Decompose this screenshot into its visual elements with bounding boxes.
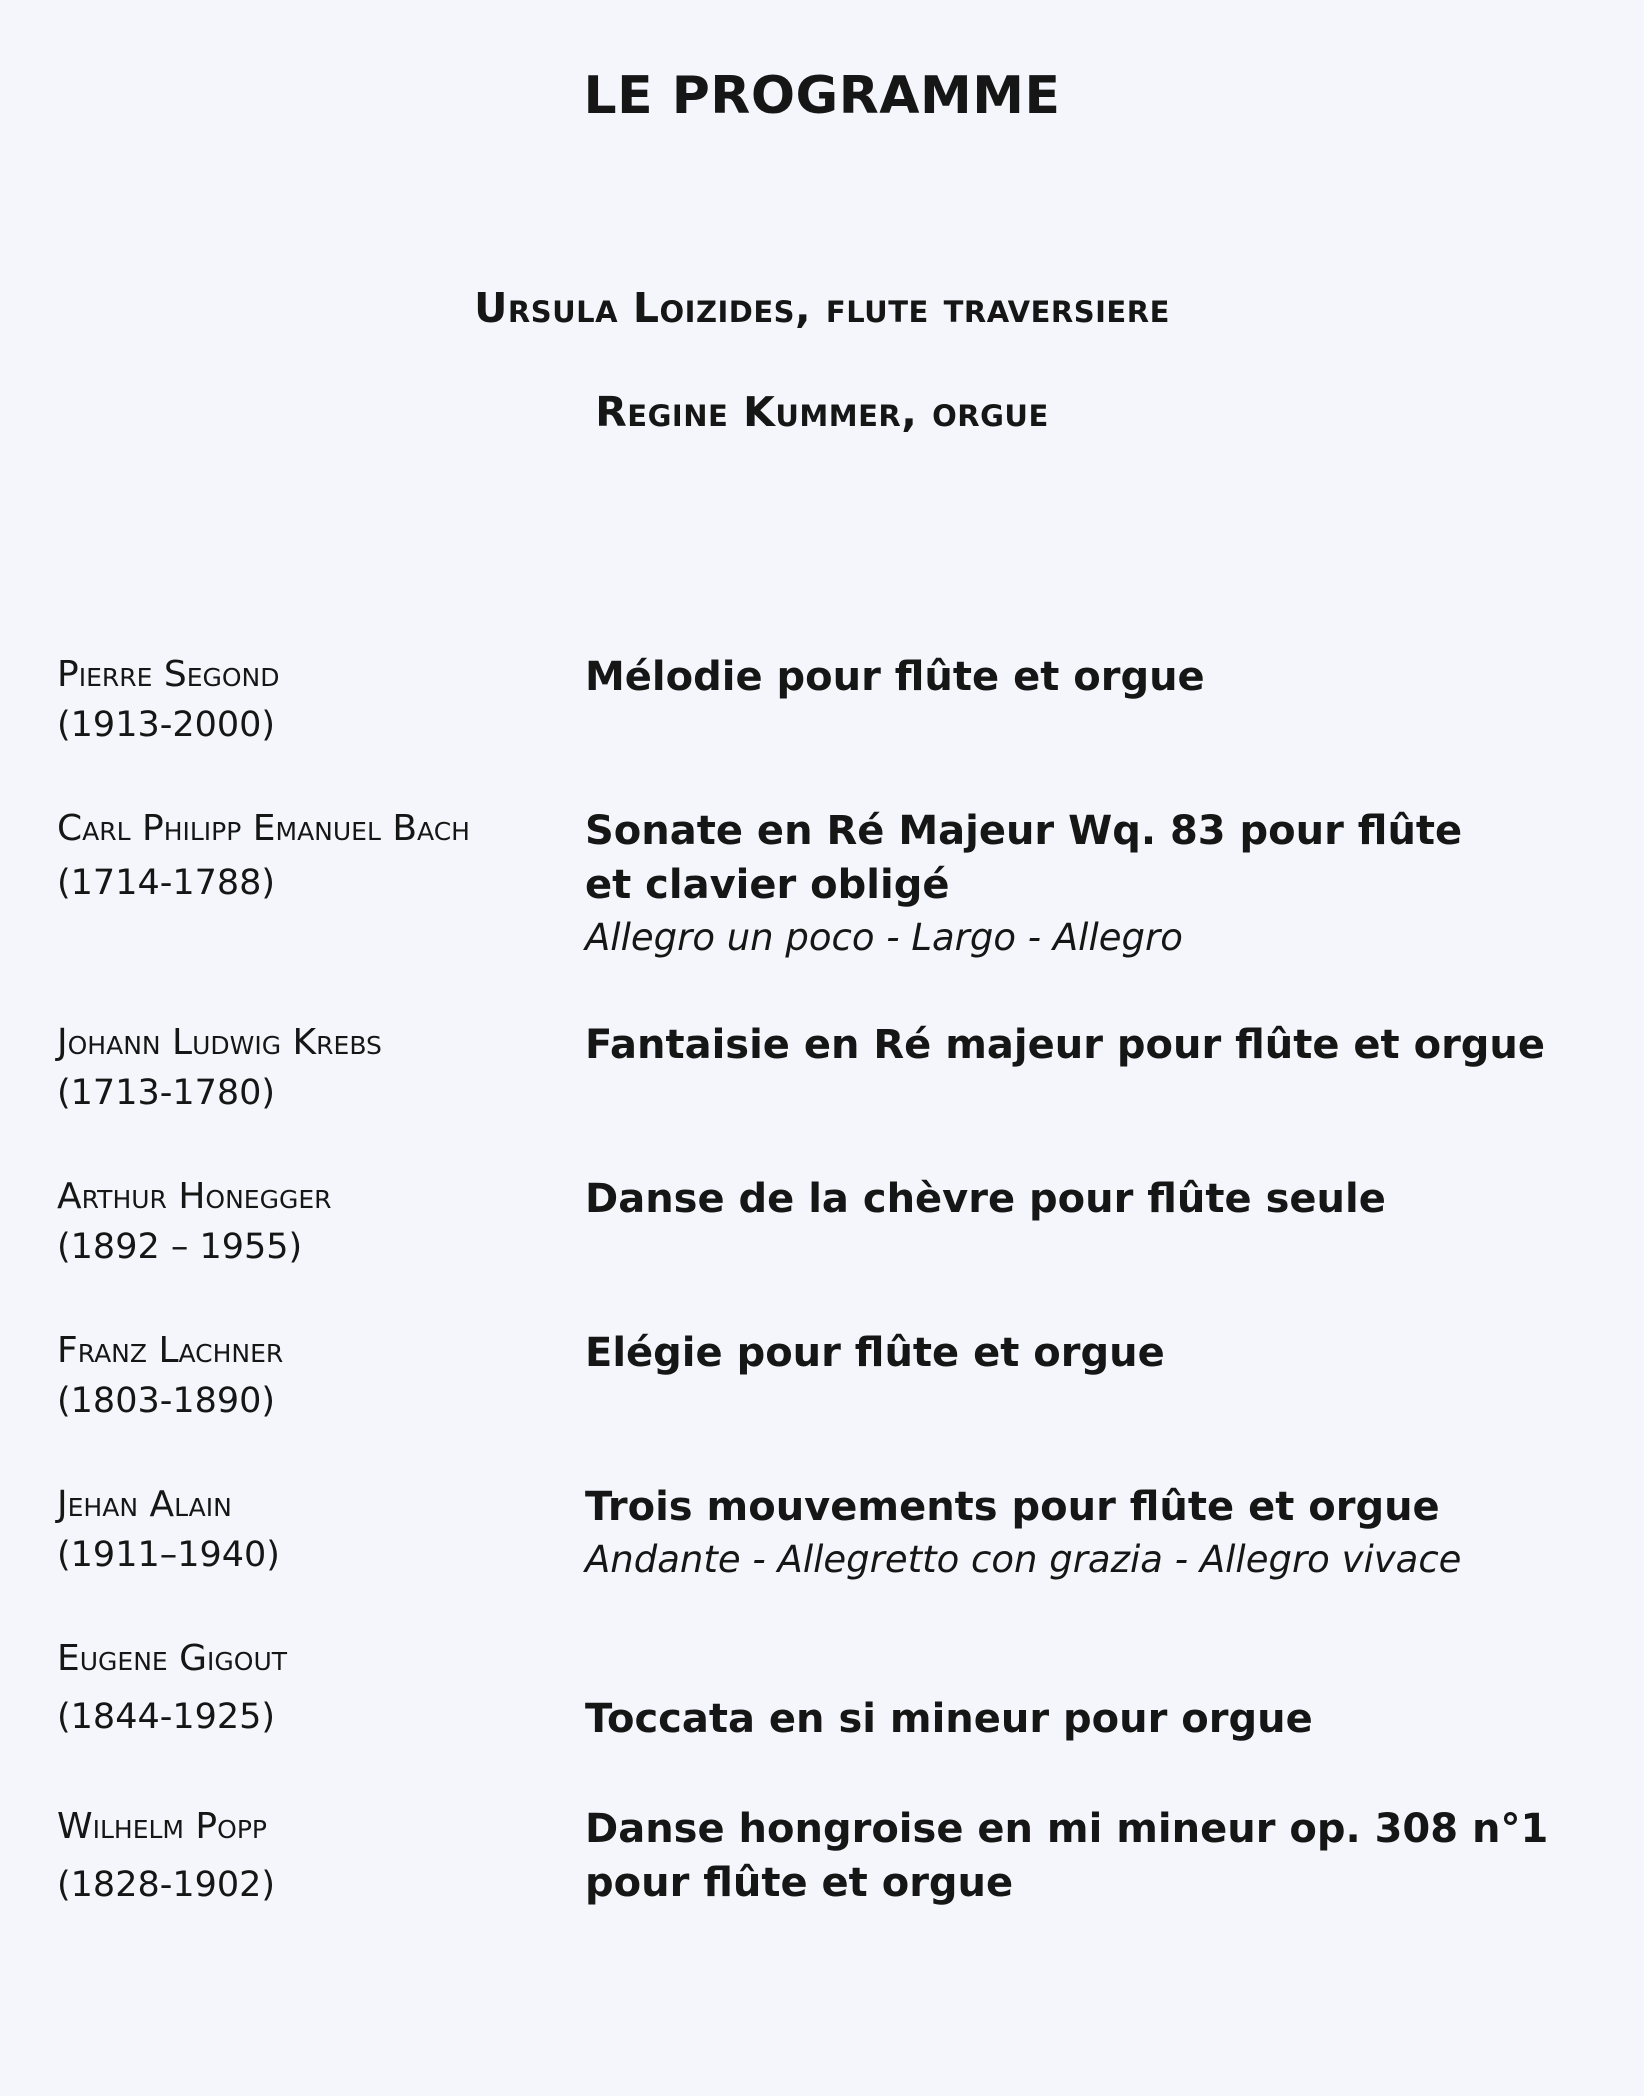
work-title: Danse hongroise en mi mineur op. 308 n°1 pour flûte et orgue xyxy=(585,1806,1549,1906)
composer-dates: (1913-2000) xyxy=(57,705,276,745)
composer-dates: (1803-1890) xyxy=(57,1381,276,1421)
work-title: Toccata en si mineur pour orgue xyxy=(585,1696,1313,1742)
work-title: Sonate en Ré Majeur Wq. 83 pour flûte et clavier obligé xyxy=(585,808,1463,908)
composer xyxy=(57,804,577,908)
work xyxy=(585,1802,1605,1910)
performer-role: orgue xyxy=(932,388,1049,436)
composer xyxy=(57,1018,577,1118)
performer-name: Regine Kummer xyxy=(595,388,902,436)
page-title: LE PROGRAMME xyxy=(583,66,1061,126)
work-title: Mélodie pour flûte et orgue xyxy=(585,654,1205,700)
work-title: Elégie pour flûte et orgue xyxy=(585,1330,1165,1376)
work-title: Fantaisie en Ré majeur pour flûte et orgue xyxy=(585,1022,1546,1068)
work xyxy=(585,1692,1605,1746)
work xyxy=(585,650,1605,704)
composer-dates: (1828-1902) xyxy=(57,1865,276,1905)
composer xyxy=(57,1634,577,1742)
work xyxy=(585,1172,1605,1226)
work xyxy=(585,1018,1605,1072)
composer-dates: (1714-1788) xyxy=(57,863,276,903)
composer xyxy=(57,1802,577,1910)
composer xyxy=(57,1326,577,1426)
composer-name: Wilhelm Popp xyxy=(57,1806,267,1847)
performer-flute: Ursula Loizides, flute traversiere xyxy=(474,284,1170,332)
composer-dates: (1892 – 1955) xyxy=(57,1227,303,1267)
performer-role: flute traversiere xyxy=(825,284,1170,332)
performer-name: Ursula Loizides xyxy=(474,284,796,332)
composer xyxy=(57,1480,577,1580)
composer-dates: (1911–1940) xyxy=(57,1535,280,1575)
composer-name: Arthur Honegger xyxy=(57,1176,332,1217)
composer-name: Eugene Gigout xyxy=(57,1638,288,1679)
work-title: Trois mouvements pour flûte et orgue xyxy=(585,1484,1440,1530)
composer xyxy=(57,650,577,750)
work-movements: Andante - Allegretto con grazia - Allegro vivace xyxy=(585,1538,1462,1581)
work xyxy=(585,1326,1605,1380)
composer-name: Franz Lachner xyxy=(57,1330,284,1371)
composer-dates: (1713-1780) xyxy=(57,1073,276,1113)
work-title: Danse de la chèvre pour flûte seule xyxy=(585,1176,1386,1222)
composer-name: Pierre Segond xyxy=(57,654,280,695)
composer-dates: (1844-1925) xyxy=(57,1697,276,1737)
performer-organ: Regine Kummer, orgue xyxy=(595,388,1049,436)
work xyxy=(585,804,1605,964)
composer-name: Carl Philipp Emanuel Bach xyxy=(57,808,470,849)
composer xyxy=(57,1172,577,1272)
composer-name: Johann Ludwig Krebs xyxy=(57,1022,382,1063)
composer-name: Jehan Alain xyxy=(57,1484,232,1525)
work-movements: Allegro un poco - Largo - Allegro xyxy=(585,916,1183,959)
work xyxy=(585,1480,1605,1586)
